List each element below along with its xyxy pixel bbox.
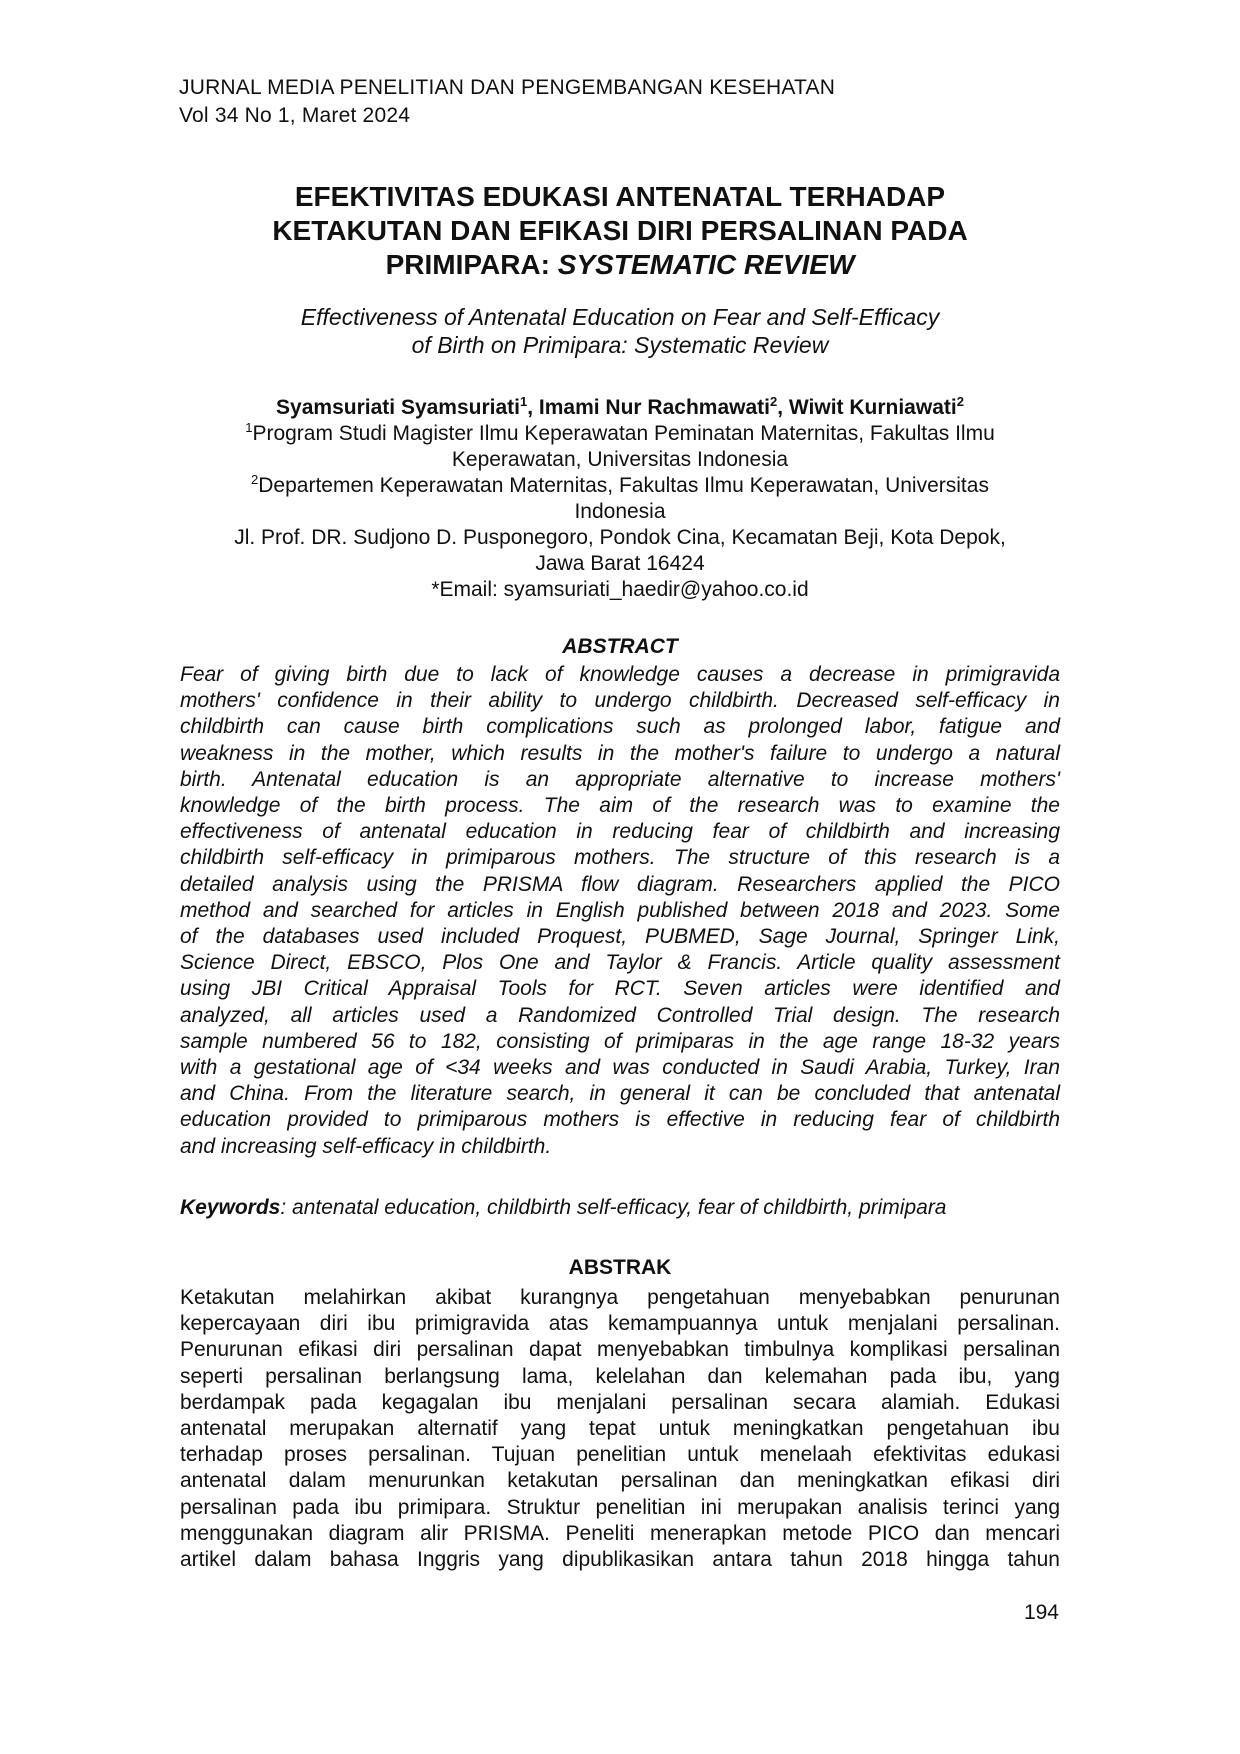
journal-name: JURNAL MEDIA PENELITIAN DAN PENGEMBANGAN KESEHATAN bbox=[179, 76, 836, 99]
paragraph-line: childbirth self-efficacy in primiparous mothers. The structure of this research is a bbox=[180, 846, 1060, 870]
keywords bbox=[180, 1195, 1060, 1221]
paragraph-line: detailed analysis using the PRISMA flow diagram. Researchers applied the PICO bbox=[180, 872, 1060, 896]
paper-title bbox=[180, 180, 1060, 282]
paragraph-line: sample numbered 56 to 182, consisting of primiparas in the age range 18-32 years bbox=[180, 1029, 1060, 1053]
paragraph-line: knowledge of the birth process. The aim of the research was to examine the bbox=[180, 794, 1060, 818]
author-affiliation-mark: 2 bbox=[956, 394, 964, 409]
paragraph-line: menggunakan diagram alir PRISMA. Peneliti menerapkan metode PICO dan mencari bbox=[180, 1521, 1060, 1545]
paragraph-line: kepercayaan diri ibu primigravida atas kemampuannya untuk menjalani persalinan. bbox=[180, 1312, 1060, 1336]
contact-email: *Email: syamsuriati_haedir@yahoo.co.id bbox=[431, 578, 809, 601]
affiliation-mark: 2 bbox=[251, 472, 259, 487]
author-block bbox=[180, 395, 1060, 603]
address-line: Jawa Barat 16424 bbox=[535, 552, 705, 575]
journal-header bbox=[179, 74, 835, 130]
title-line bbox=[180, 248, 1060, 282]
affiliation-text: Departemen Keperawatan Maternitas, Fakultas Ilmu Keperawatan, Universitas bbox=[258, 474, 989, 497]
author-names bbox=[180, 395, 1060, 421]
abstract-heading: ABSTRACT bbox=[562, 635, 678, 658]
abstrak-heading: ABSTRAK bbox=[568, 1256, 672, 1279]
paragraph-line: Penurunan efikasi diri persalinan dapat menyebabkan timbulnya komplikasi persalinan bbox=[180, 1338, 1060, 1362]
paragraph-line: persalinan pada ibu primipara. Struktur penelitian ini merupakan analisis terinci yang bbox=[180, 1495, 1060, 1519]
paragraph-line: and increasing self-efficacy in childbirth. bbox=[180, 1134, 552, 1158]
paragraph-line: and China. From the literature search, in general it can be concluded that antenatal bbox=[180, 1082, 1060, 1106]
abstract-body bbox=[180, 662, 1060, 1160]
paragraph-line: birth. Antenatal education is an appropriate alternative to increase mothers' bbox=[180, 767, 1060, 791]
paragraph-line: of the databases used included Proquest, PUBMED, Sage Journal, Springer Link, bbox=[180, 925, 1060, 949]
english-title-line: of Birth on Primipara: Systematic Review bbox=[411, 332, 829, 358]
paragraph-line: using JBI Critical Appraisal Tools for RCT. Seven articles were identified and bbox=[180, 977, 1060, 1001]
paragraph-line: method and searched for articles in English published between 2018 and 2023. Some bbox=[180, 898, 1060, 922]
paragraph-line: antenatal dalam menurunkan ketakutan persalinan dan meningkatkan efikasi diri bbox=[180, 1469, 1060, 1493]
title-line-prefix: PRIMIPARA: bbox=[385, 249, 558, 280]
paragraph-line: mothers' confidence in their ability to undergo childbirth. Decreased self-efficacy in bbox=[180, 689, 1060, 713]
paragraph-line: with a gestational age of <34 weeks and was conducted in Saudi Arabia, Turkey, Iran bbox=[180, 1056, 1060, 1080]
affiliation-mark: 1 bbox=[245, 420, 253, 435]
affiliation-line: Indonesia bbox=[574, 500, 666, 523]
paragraph-line: education provided to primiparous mothers is effective in reducing fear of childbirth bbox=[180, 1108, 1060, 1132]
abstrak-body bbox=[180, 1285, 1060, 1573]
author-name: Wiwit Kurniawati bbox=[788, 396, 957, 419]
author-separator: , bbox=[527, 396, 539, 419]
title-line-italic: SYSTEMATIC REVIEW bbox=[557, 249, 855, 280]
paragraph-line: weakness in the mother, which results in the mother's failure to undergo a natural bbox=[180, 741, 1060, 765]
paragraph-line: Ketakutan melahirkan akibat kurangnya pengetahuan menyebabkan penurunan bbox=[180, 1286, 1060, 1309]
english-title bbox=[180, 303, 1060, 359]
keywords-text: : antenatal education, childbirth self-efficacy, fear of childbirth, primipara bbox=[280, 1196, 947, 1219]
english-title-line: Effectiveness of Antenatal Education on Fear and Self-Efficacy bbox=[300, 304, 940, 330]
author-affiliation-mark: 2 bbox=[769, 394, 778, 409]
title-line: EFEKTIVITAS EDUKASI ANTENATAL TERHADAP bbox=[294, 181, 946, 212]
author-separator: , bbox=[777, 396, 789, 419]
author-name: Imami Nur Rachmawati bbox=[538, 396, 770, 419]
paragraph-line: artikel dalam bahasa Inggris yang dipublikasikan antara tahun 2018 hingga tahun bbox=[180, 1548, 1060, 1572]
paragraph-line: Science Direct, EBSCO, Plos One and Taylor & Francis. Article quality assessment bbox=[180, 951, 1060, 975]
page-number: 194 bbox=[1023, 1601, 1059, 1624]
affiliation-line bbox=[180, 421, 1060, 447]
title-line: KETAKUTAN DAN EFIKASI DIRI PERSALINAN PADA bbox=[272, 215, 968, 246]
paragraph-line: childbirth can cause birth complications such as prolonged labor, fatigue and bbox=[180, 715, 1060, 739]
affiliation-text: Program Studi Magister Ilmu Keperawatan Peminatan Maternitas, Fakultas Ilmu bbox=[252, 422, 995, 445]
author-name: Syamsuriati Syamsuriati bbox=[276, 396, 520, 419]
affiliation-line bbox=[180, 473, 1060, 499]
paragraph-line: Fear of giving birth due to lack of knowledge causes a decrease in primigravida bbox=[180, 663, 1060, 686]
affiliation-line: Keperawatan, Universitas Indonesia bbox=[451, 448, 789, 471]
address-line: Jl. Prof. DR. Sudjono D. Pusponegoro, Pondok Cina, Kecamatan Beji, Kota Depok, bbox=[234, 526, 1006, 549]
paragraph-line: berdampak pada kegagalan ibu menjalani persalinan secara alamiah. Edukasi bbox=[180, 1390, 1060, 1414]
author-affiliation-mark: 1 bbox=[520, 394, 528, 409]
journal-volume: Vol 34 No 1, Maret 2024 bbox=[179, 104, 411, 127]
keywords-label: Keywords bbox=[180, 1196, 281, 1219]
paragraph-line: terhadap proses persalinan. Tujuan penelitian untuk menelaah efektivitas edukasi bbox=[180, 1443, 1060, 1467]
paragraph-line: antenatal merupakan alternatif yang tepat untuk meningkatkan pengetahuan ibu bbox=[180, 1417, 1060, 1441]
paragraph-line: effectiveness of antenatal education in reducing fear of childbirth and increasing bbox=[180, 820, 1060, 844]
paragraph-line: seperti persalinan berlangsung lama, kelelahan dan kelemahan pada ibu, yang bbox=[180, 1364, 1060, 1388]
paragraph-line: analyzed, all articles used a Randomized Controlled Trial design. The research bbox=[180, 1003, 1060, 1027]
